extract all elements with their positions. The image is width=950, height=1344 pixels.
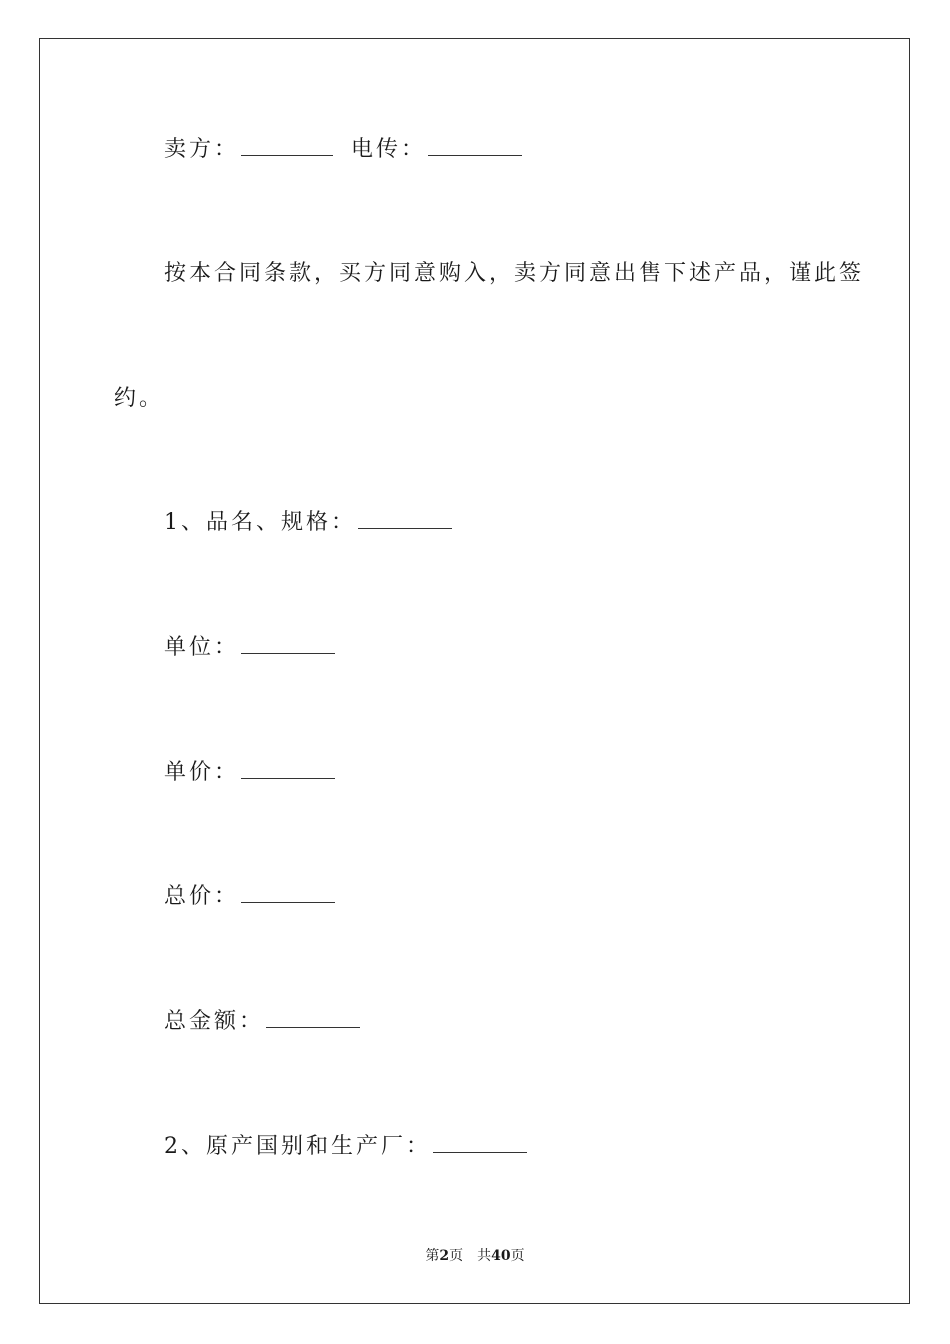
item-1-line	[164, 508, 452, 538]
fax-label: 电传：	[351, 137, 427, 162]
footer-mid: 页 共	[449, 1248, 492, 1264]
intro-line-2: 约。	[114, 386, 165, 411]
seller-fax-line	[164, 135, 522, 165]
footer-page-number: 2	[439, 1248, 450, 1264]
item-2-line	[164, 1132, 527, 1162]
unit-label: 单位：	[164, 635, 240, 660]
footer-total-pages: 40	[491, 1248, 511, 1264]
total-amount-line	[164, 1007, 360, 1037]
intro-line-1: 按本合同条款，买方同意购入，卖方同意出售下述产品，谨此签	[164, 261, 865, 286]
total-amount-blank	[266, 1007, 360, 1028]
unit-line	[164, 633, 335, 663]
unit-price-label: 单价：	[164, 760, 240, 785]
unit-blank	[241, 633, 335, 654]
item-2-blank	[433, 1132, 527, 1153]
total-price-label: 总价：	[164, 884, 240, 909]
unit-price-line	[164, 758, 335, 788]
total-price-blank	[241, 882, 335, 903]
total-price-line	[164, 882, 335, 912]
footer-suffix: 页	[510, 1248, 525, 1264]
footer-prefix: 第	[425, 1248, 440, 1264]
total-amount-label: 总金额：	[164, 1009, 265, 1034]
item-1-label: 1、品名、规格：	[164, 510, 356, 535]
unit-price-blank	[241, 758, 335, 779]
page-frame	[39, 38, 910, 1304]
page-footer	[0, 1246, 950, 1266]
fax-blank	[428, 135, 522, 156]
item-1-blank	[358, 508, 452, 529]
seller-label: 卖方：	[164, 137, 240, 162]
item-2-label: 2、原产国别和生产厂：	[164, 1134, 431, 1159]
seller-blank	[241, 135, 333, 156]
